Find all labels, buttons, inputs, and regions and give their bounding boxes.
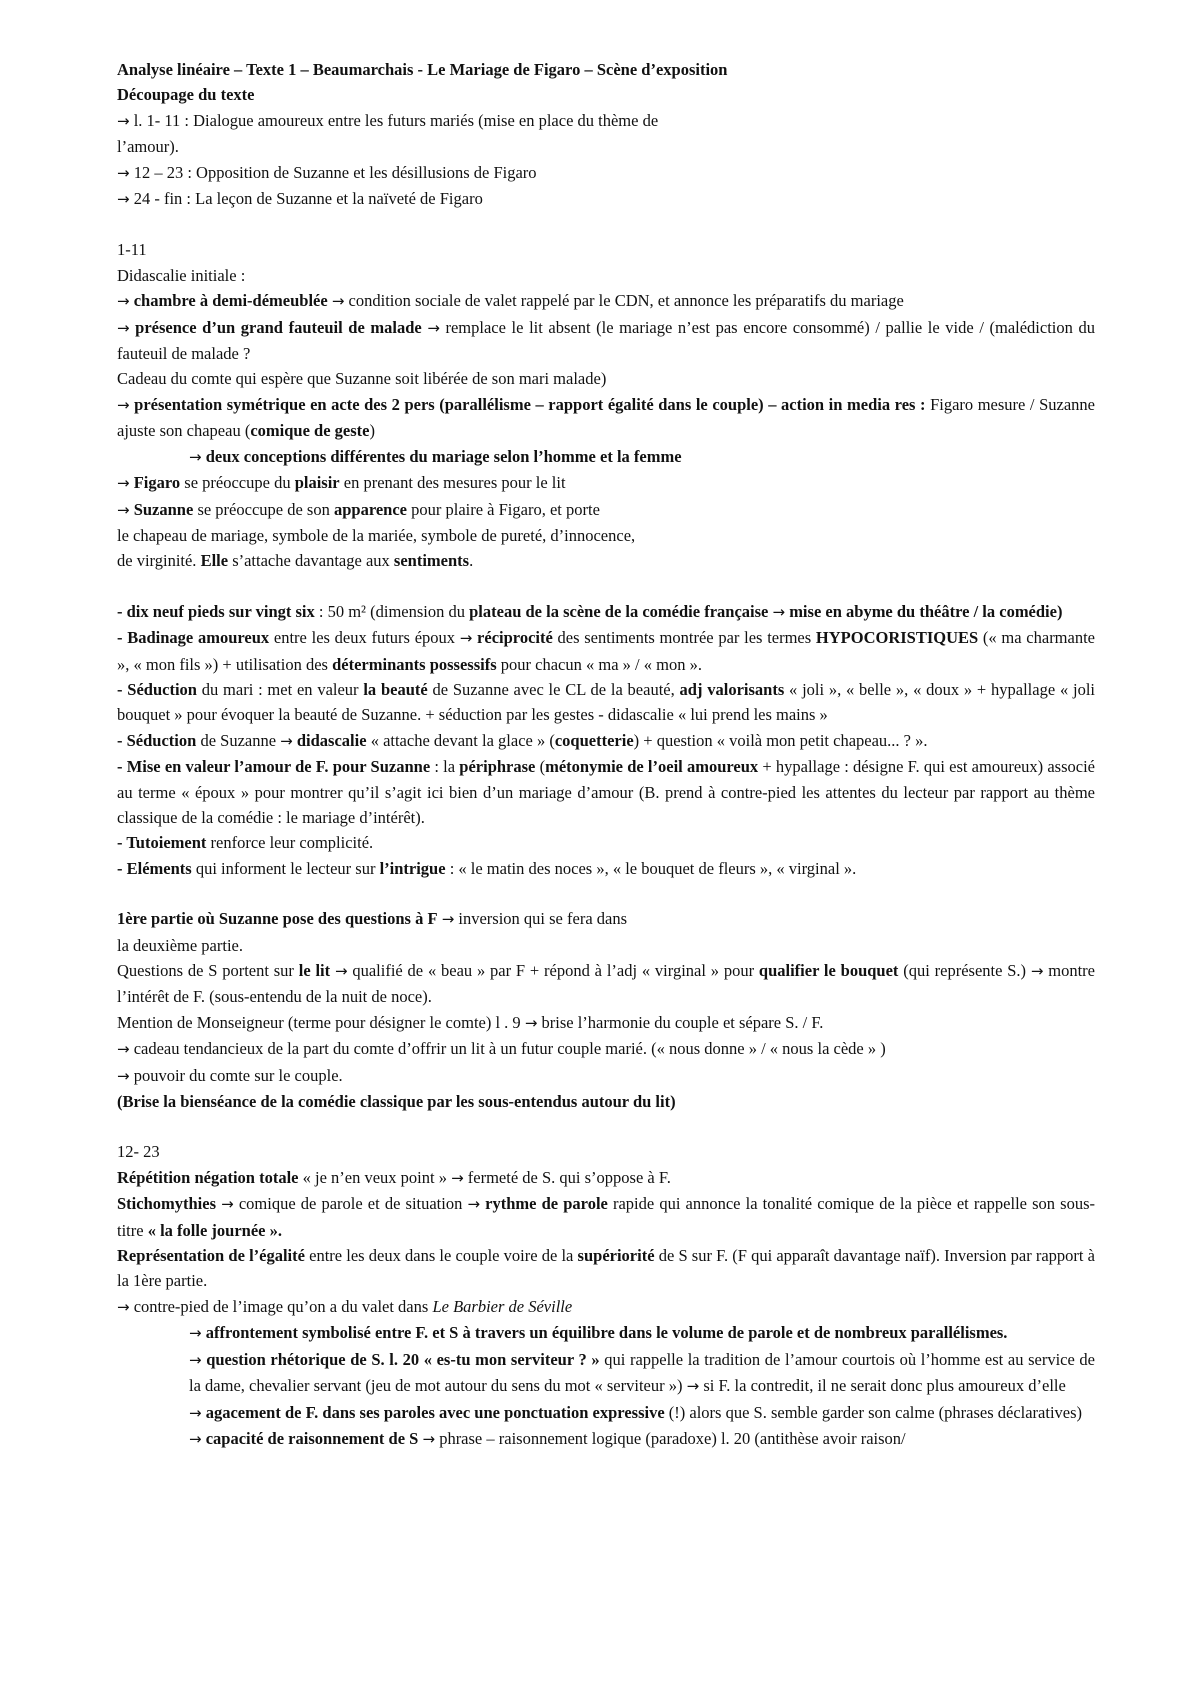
- arrow-icon: →: [1030, 962, 1044, 980]
- arrow-icon: →: [459, 629, 473, 648]
- decoupage-item-2: → 12 – 23 : Opposition de Suzanne et les désillusions de Figaro: [117, 162, 537, 182]
- arrow-icon: →: [117, 318, 130, 337]
- arrow-icon: →: [189, 1350, 202, 1369]
- paragraph-questions-cont: la deuxième partie.: [117, 935, 243, 955]
- paragraph-cadeau: Cadeau du comte qui espère que Suzanne soit libérée de son mari malade): [117, 369, 607, 389]
- arrow-icon: →: [422, 1429, 436, 1448]
- decoupage-item-1-cont: l’amour).: [117, 137, 179, 157]
- part1-label: 1-11: [117, 240, 147, 260]
- arrow-icon: →: [451, 1168, 464, 1187]
- arrow-icon: →: [772, 602, 786, 621]
- paragraph-seduction-mari: - Séduction du mari : met en valeur la beauté de Suzanne avec le CL de la beauté, adj valorisants « joli », « belle », « doux » + hypallage « joli bouquet » pour évoquer la beauté de Suzanne. + séduction par les gestes - didascalie « lui prend les mains »: [117, 679, 1095, 725]
- arrow-icon: →: [117, 190, 130, 209]
- arrow-icon: →: [189, 1429, 202, 1448]
- arrow-icon: →: [524, 1013, 538, 1032]
- paragraph-seduction-suzanne: - Séduction de Suzanne → didascalie « attache devant la glace » (coquetterie) + question « voilà mon petit chapeau... ? ».: [117, 730, 928, 750]
- arrow-icon: →: [427, 318, 440, 337]
- paragraph-brise: (Brise la bienséance de la comédie classique par les sous-entendus autour du lit): [117, 1092, 676, 1112]
- arrow-icon: →: [189, 447, 202, 466]
- paragraph-cadeau-tendancieux: → cadeau tendancieux de la part du comte d’offrir un lit à un futur couple marié. (« nous donne » / « nous la cède » ): [117, 1039, 886, 1059]
- arrow-icon: →: [221, 1195, 234, 1214]
- paragraph-agacement: → agacement de F. dans ses paroles avec une ponctuation expressive (!) alors que S. semble garder son calme (phrases déclaratives): [189, 1402, 1083, 1422]
- paragraph-representation: Représentation de l’égalité entre les deux dans le couple voire de la supériorité de S sur F. (F qui apparaît davantage naïf). Inversion par rapport à la 1ère partie.: [117, 1246, 1096, 1291]
- didascalie-title: Didascalie initiale :: [117, 265, 246, 285]
- paragraph-fauteuil: → présence d’un grand fauteuil de malade → remplace le lit absent (le mariage n’est pas encore consommé) / pallie le vide / (malédiction du fauteuil de malade ?: [117, 317, 1095, 364]
- paragraph-suzanne: → Suzanne se préoccupe de son apparence pour plaire à Figaro, et porte: [117, 499, 600, 519]
- paragraph-elements: - Eléments qui informent le lecteur sur l’intrigue : « le matin des noces », « le bouquet de fleurs », « virginal ».: [117, 858, 857, 878]
- decoupage-item-1: → l. 1- 11 : Dialogue amoureux entre les futurs mariés (mise en place du thème de: [117, 110, 659, 130]
- section-heading-decoupage: Découpage du texte: [117, 85, 255, 105]
- arrow-icon: →: [117, 163, 130, 182]
- arrow-icon: →: [189, 1324, 202, 1343]
- paragraph-stichomythies: Stichomythies → comique de parole et de situation → rythme de parole rapide qui annonce la tonalité comique de la pièce et rappelle son sous-titre « la folle journée ».: [117, 1194, 1095, 1240]
- paragraph-repetition: Répétition négation totale « je n’en veux point » → fermeté de S. qui s’oppose à F.: [117, 1167, 671, 1187]
- arrow-icon: →: [441, 910, 455, 929]
- arrow-icon: →: [117, 292, 130, 311]
- paragraph-tutoiement: - Tutoiement renforce leur complicité.: [117, 833, 374, 853]
- paragraph-chambre: → chambre à demi-démeublée → condition sociale de valet rappelé par le CDN, et annonce les préparatifs du mariage: [117, 291, 904, 311]
- arrow-icon: →: [117, 1040, 130, 1059]
- decoupage-item-3: → 24 - fin : La leçon de Suzanne et la naïveté de Figaro: [117, 189, 483, 209]
- paragraph-chapeau: le chapeau de mariage, symbole de la mariée, symbole de pureté, d’innocence,: [117, 525, 636, 545]
- paragraph-figaro: → Figaro se préoccupe du plaisir en prenant des mesures pour le lit: [117, 473, 566, 493]
- arrow-icon: →: [331, 292, 345, 311]
- paragraph-pouvoir: → pouvoir du comte sur le couple.: [117, 1065, 343, 1085]
- paragraph-badinage: - Badinage amoureux entre les deux futurs époux → réciprocité des sentiments montrée par les termes HYPOCORISTIQUES (« ma charmante », « mon fils ») + utilisation des déterminants possessifs pour chacun « ma » / « mon ».: [117, 628, 1095, 674]
- paragraph-pieds: - dix neuf pieds sur vingt six : 50 m² (dimension du plateau de la scène de la comédie française → mise en abyme du théâtre / la comédie): [117, 601, 1063, 621]
- arrow-icon: →: [467, 1195, 481, 1214]
- paragraph-virginite: de virginité. Elle s’attache davantage aux sentiments.: [117, 551, 474, 571]
- arrow-icon: →: [117, 395, 130, 414]
- arrow-icon: →: [117, 474, 130, 493]
- paragraph-questions-lit: Questions de S portent sur le lit → qualifié de « beau » par F + répond à l’adj « virginal » pour qualifier le bouquet (qui représente S.) → montre l’intérêt de F. (sous-entendu de la nuit de noce).: [117, 961, 1095, 1007]
- paragraph-mise-en-valeur: - Mise en valeur l’amour de F. pour Suzanne : la périphrase (métonymie de l’oeil amoureux + hypallage : désigne F. qui est amoureux) associé au terme « époux » pour montrer qu’il s’agit ici bien d’un mariage d’amour (B. prend à contre-pied les attentes du lecteur par rapport au thème classique de la comédie : le mariage d’intérêt).: [117, 757, 1096, 827]
- paragraph-contre-pied: → contre-pied de l’image qu’on a du valet dans Le Barbier de Séville: [117, 1296, 573, 1316]
- paragraph-affrontement: → affrontement symbolisé entre F. et S à travers un équilibre dans le volume de parole et de nombreux parallélismes.: [189, 1323, 1008, 1343]
- arrow-icon: →: [117, 1066, 130, 1085]
- document-body: [117, 57, 1095, 1452]
- paragraph-capacite: → capacité de raisonnement de S → phrase – raisonnement logique (paradoxe) l. 20 (antithèse avoir raison/: [189, 1428, 906, 1448]
- paragraph-mention: Mention de Monseigneur (terme pour désigner le comte) l . 9 → brise l’harmonie du couple et sépare S. / F.: [117, 1012, 824, 1032]
- arrow-icon: →: [117, 500, 130, 519]
- arrow-icon: →: [117, 111, 130, 130]
- arrow-icon: →: [117, 1297, 130, 1316]
- arrow-icon: →: [686, 1377, 700, 1396]
- arrow-icon: →: [280, 731, 293, 750]
- document-title: Analyse linéaire – Texte 1 – Beaumarchais - Le Mariage de Figaro – Scène d’exposition: [117, 60, 728, 79]
- paragraph-question-rhetorique: → question rhétorique de S. l. 20 « es-tu mon serviteur ? » qui rappelle la tradition de l’amour courtois où l’homme est au service de la dame, chevalier servant (jeu de mot autour du sens du mot « serviteur ») → si F. la contredit, il ne serait donc plus amoureux d’elle: [189, 1349, 1095, 1396]
- arrow-icon: →: [189, 1403, 202, 1422]
- part2-label: 12- 23: [117, 1142, 160, 1162]
- paragraph-deux-conceptions: → deux conceptions différentes du mariage selon l’homme et la femme: [189, 446, 682, 466]
- arrow-icon: →: [334, 962, 348, 980]
- paragraph-questions: 1ère partie où Suzanne pose des questions à F → inversion qui se fera dans: [117, 909, 628, 929]
- paragraph-symetrique: → présentation symétrique en acte des 2 pers (parallélisme – rapport égalité dans le couple) – action in media res : Figaro mesure / Suzanne ajuste son chapeau (comique de geste): [117, 394, 1095, 441]
